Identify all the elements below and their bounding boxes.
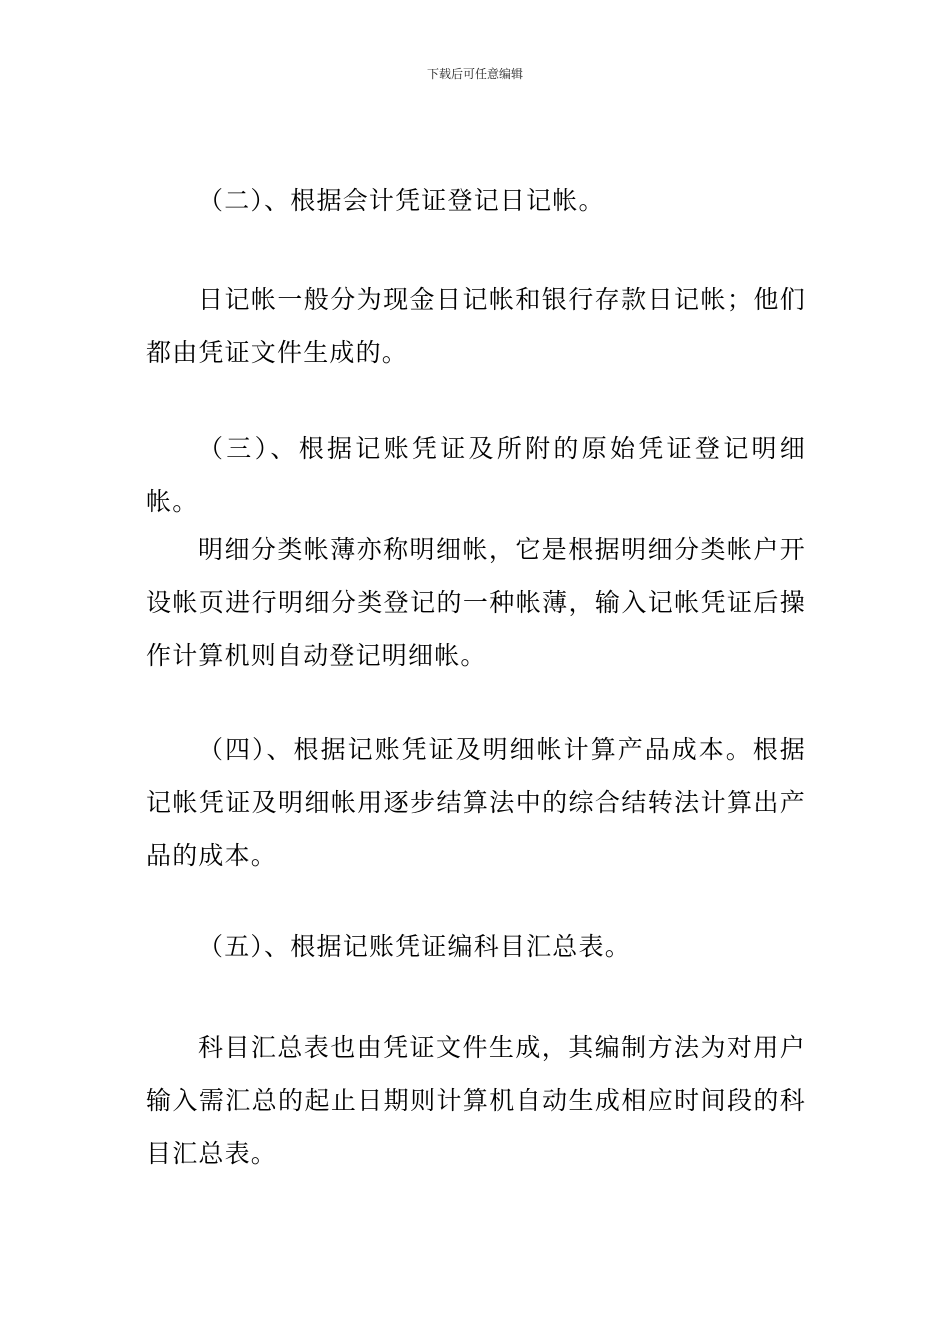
paragraph-daily-journal: 日记帐一般分为现金日记帐和银行存款日记帐；他们都由凭证文件生成的。 bbox=[146, 285, 806, 367]
paragraph-account-summary: 科目汇总表也由凭证文件生成，其编制方法为对用户输入需汇总的起止日期则计算机自动生成相应时间段的科目汇总表。 bbox=[146, 1033, 806, 1168]
section-heading-3: （三）、根据记账凭证及所附的原始凭证登记明细帐。 bbox=[146, 434, 806, 516]
paragraph-detail-ledger: 明细分类帐薄亦称明细帐，它是根据明细分类帐户开设帐页进行明细分类登记的一种帐薄，输入记帐凭证后操作计算机则自动登记明细帐。 bbox=[146, 535, 806, 670]
section-heading-4: （四）、根据记账凭证及明细帐计算产品成本。根据记帐凭证及明细帐用逐步结算法中的综合结转法计算出产品的成本。 bbox=[146, 735, 806, 870]
section-heading-5: （五）、根据记账凭证编科目汇总表。 bbox=[198, 932, 631, 961]
page-header: 下载后可任意编辑 bbox=[426, 67, 523, 81]
section-heading-2: （二）、根据会计凭证登记日记帐。 bbox=[198, 186, 605, 215]
